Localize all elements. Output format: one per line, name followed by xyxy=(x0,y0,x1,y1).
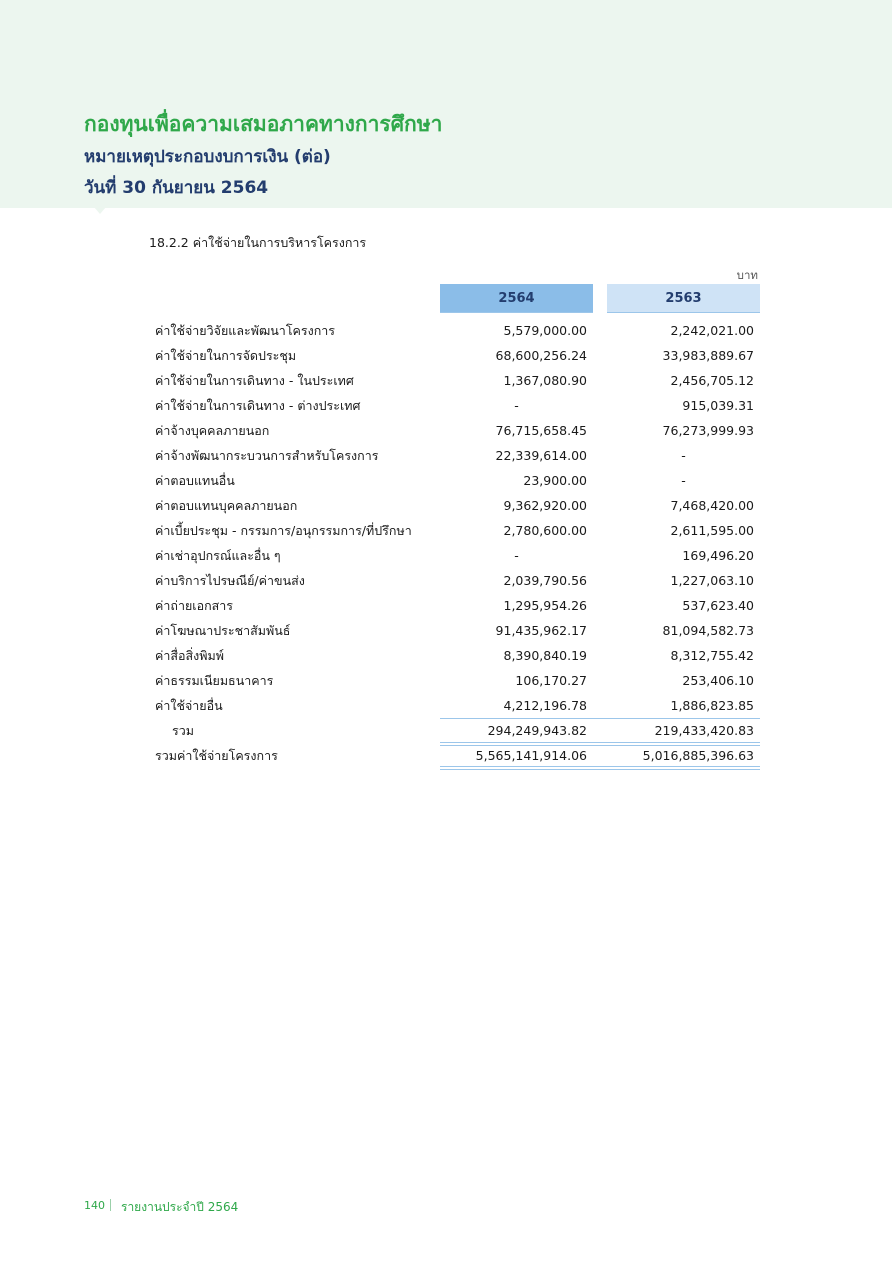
table-row xyxy=(0,618,892,643)
subtotal-row xyxy=(0,718,892,743)
value-2563: 7,468,420.00 xyxy=(670,498,754,513)
table-row xyxy=(0,643,892,668)
header-rule-2564 xyxy=(440,312,593,313)
value-2563: 169,496.20 xyxy=(682,548,754,563)
page-subtitle: หมายเหตุประกอบงบการเงิน (ต่อ) xyxy=(84,147,331,167)
total-2564: 5,565,141,914.06 xyxy=(475,748,587,763)
total-row xyxy=(0,743,892,768)
total-top-rule xyxy=(440,745,760,746)
table-row xyxy=(0,443,892,468)
table-row xyxy=(0,593,892,618)
column-header-2564: 2564 xyxy=(440,284,593,313)
value-2564: 76,715,658.45 xyxy=(495,423,587,438)
table-row xyxy=(0,668,892,693)
row-label: ค่าใช้จ่ายในการเดินทาง - ต่างประเทศ xyxy=(155,398,361,413)
value-2564: 68,600,256.24 xyxy=(495,348,587,363)
value-2563: 33,983,889.67 xyxy=(662,348,754,363)
value-2563: 915,039.31 xyxy=(682,398,754,413)
row-label: ค่าเบี้ยประชุม - กรรมการ/อนุกรรมการ/ที่ปรึกษา xyxy=(155,523,412,538)
value-2563: - xyxy=(681,473,686,488)
value-2563: 8,312,755.42 xyxy=(670,648,754,663)
value-2564: 91,435,962.17 xyxy=(495,623,587,638)
table-row xyxy=(0,543,892,568)
table-row xyxy=(0,318,892,343)
column-header-2563: 2563 xyxy=(607,284,760,313)
page-number: 140 xyxy=(84,1199,105,1212)
row-label: ค่าธรรมเนียมธนาคาร xyxy=(155,673,274,688)
value-2563: 537,623.40 xyxy=(682,598,754,613)
table-row xyxy=(0,368,892,393)
row-label: ค่าโฆษณาประชาสัมพันธ์ xyxy=(155,623,291,638)
row-label: ค่าบริการไปรษณีย์/ค่าขนส่ง xyxy=(155,573,305,588)
row-label: ค่าถ่ายเอกสาร xyxy=(155,598,234,613)
row-label: ค่าสื่อสิ่งพิมพ์ xyxy=(155,648,224,663)
page-date: วันที่ 30 กันยายน 2564 xyxy=(84,178,269,198)
subtotal-bottom-rule xyxy=(440,742,760,743)
header-notch xyxy=(88,200,112,214)
value-2564: 9,362,920.00 xyxy=(503,498,587,513)
table-row xyxy=(0,693,892,718)
row-label: ค่าใช้จ่ายวิจัยและพัฒนาโครงการ xyxy=(155,323,336,338)
table-row xyxy=(0,468,892,493)
table-row xyxy=(0,518,892,543)
page-title: กองทุนเพื่อความเสมอภาคทางการศึกษา xyxy=(84,112,443,136)
total-2563: 5,016,885,396.63 xyxy=(642,748,754,763)
row-label: ค่าจ้างบุคคลภายนอก xyxy=(155,423,270,438)
section-title: 18.2.2 ค่าใช้จ่ายในการบริหารโครงการ xyxy=(149,235,367,250)
value-2564: 1,367,080.90 xyxy=(503,373,587,388)
table-row xyxy=(0,493,892,518)
report-name: รายงานประจำปี 2564 xyxy=(121,1200,239,1214)
table-row xyxy=(0,343,892,368)
value-2564: 5,579,000.00 xyxy=(503,323,587,338)
value-2564: - xyxy=(514,398,519,413)
value-2563: 1,227,063.10 xyxy=(670,573,754,588)
header-rule-2563 xyxy=(607,312,760,313)
row-label: ค่าตอบแทนบุคคลภายนอก xyxy=(155,498,298,513)
value-2564: 4,212,196.78 xyxy=(503,698,587,713)
row-label: ค่าใช้จ่ายอื่น xyxy=(155,698,223,713)
row-label: ค่าใช้จ่ายในการเดินทาง - ในประเทศ xyxy=(155,373,354,388)
expense-table xyxy=(0,318,892,768)
value-2563: 253,406.10 xyxy=(682,673,754,688)
total-bottom-rule-2 xyxy=(440,769,760,770)
subtotal-top-rule xyxy=(440,718,760,719)
table-row xyxy=(0,568,892,593)
subtotal-2563: 219,433,420.83 xyxy=(654,723,754,738)
unit-label: บาท xyxy=(736,268,758,282)
value-2563: 76,273,999.93 xyxy=(662,423,754,438)
row-label: ค่าจ้างพัฒนากระบวนการสำหรับโครงการ xyxy=(155,448,379,463)
value-2563: 2,242,021.00 xyxy=(670,323,754,338)
total-bottom-rule-1 xyxy=(440,766,760,767)
row-label: ค่าเช่าอุปกรณ์และอื่น ๆ xyxy=(155,548,281,563)
subtotal-2564: 294,249,943.82 xyxy=(487,723,587,738)
value-2564: 8,390,840.19 xyxy=(503,648,587,663)
value-2564: 106,170.27 xyxy=(515,673,587,688)
row-label: ค่าตอบแทนอื่น xyxy=(155,473,235,488)
table-row xyxy=(0,393,892,418)
value-2563: 2,611,595.00 xyxy=(670,523,754,538)
row-label: ค่าใช้จ่ายในการจัดประชุม xyxy=(155,348,297,363)
value-2563: 2,456,705.12 xyxy=(670,373,754,388)
value-2564: - xyxy=(514,548,519,563)
value-2564: 23,900.00 xyxy=(523,473,587,488)
value-2563: 1,886,823.85 xyxy=(670,698,754,713)
value-2564: 2,039,790.56 xyxy=(503,573,587,588)
value-2564: 1,295,954.26 xyxy=(503,598,587,613)
value-2563: - xyxy=(681,448,686,463)
value-2563: 81,094,582.73 xyxy=(662,623,754,638)
value-2564: 22,339,614.00 xyxy=(495,448,587,463)
footer-separator xyxy=(110,1199,111,1211)
subtotal-label: รวม xyxy=(172,723,194,738)
value-2564: 2,780,600.00 xyxy=(503,523,587,538)
table-row xyxy=(0,418,892,443)
total-label: รวมค่าใช้จ่ายโครงการ xyxy=(155,748,278,763)
